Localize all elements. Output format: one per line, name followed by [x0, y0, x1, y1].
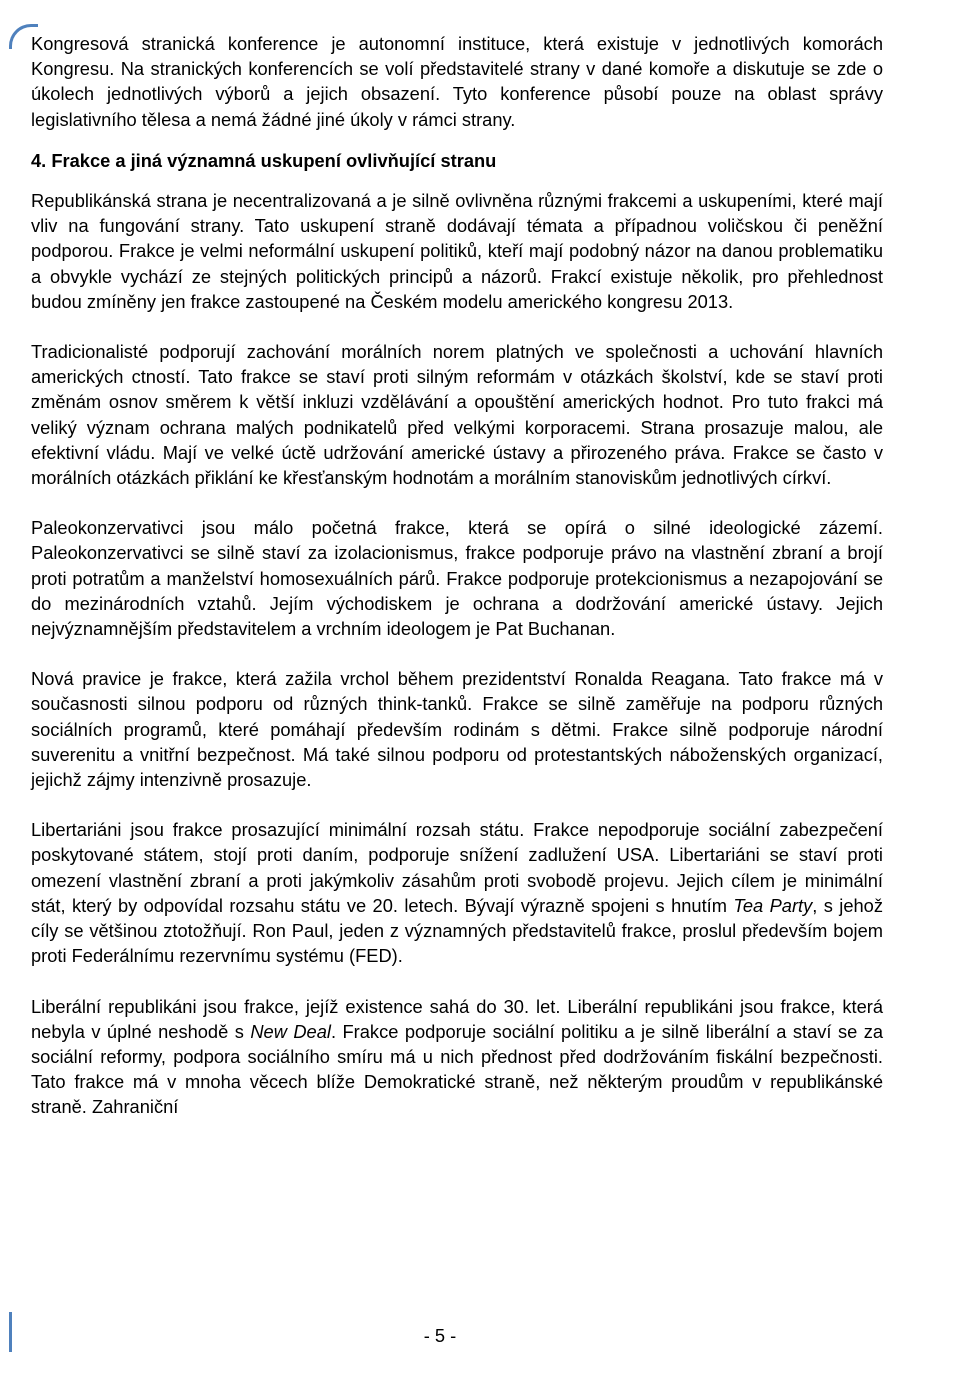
new-deal-term: New Deal — [250, 1020, 331, 1042]
page-number: - 5 - — [423, 1325, 457, 1346]
libertarians-text-a: Libertariáni jsou frakce prosazující minimální rozsah státu. Frakce nepodporuje sociální zabezpečení poskytované státem, stojí proti daním, podporuje snížení zadlužení USA. Libertariáni se staví proti omezení vlastnění zbraní a proti jakýmkoliv zásahům proti svobodě projevu. Jejich cílem je minimální stát, který by odpovídal rozsahu státu ve 20. letech. Bývají výrazně spojeni s hnutím — [31, 819, 883, 916]
paragraph-paleoconservatives: Paleokonzervativci jsou málo početná frakce, která se opírá o silné ideologické zázemí. Paleokonzervativci se silně staví za izolacionismus, frakce podporuje právo na vlastnění zbraní a brojí proti potratům a manželství homosexuálních párů. Frakce podporuje protekcionismus a nezapojování se do mezinárodních vztahů. Jejím východiskem je ochrana a dodržování americké ústavy. Jejich nejvýznamnějším představitelem a vrchním ideologem je Pat Buchanan. — [31, 517, 883, 640]
libertarians-text-b: , s jehož cíly se většinou ztotožňují. Ron Paul, jeden z významných představitelů frakce, proslul především bojem proti Federálnímu rezervnímu systému (FED). — [31, 894, 883, 967]
liberal-text-a: Liberální republikáni jsou frakce, jejíž existence sahá do 30. let. Liberální republikáni jsou frakce, která nebyla v úplné neshodě s — [31, 995, 883, 1042]
document-body — [31, 31, 883, 1120]
paragraph-libertarians — [31, 817, 883, 968]
tea-party-term: Tea Party — [733, 894, 813, 916]
paragraph-traditionalists: Tradicionalisté podporují zachování morálních norem platných ve společnosti a uchování hlavních amerických ctností. Tato frakce se staví proti silným reformám v otázkách školství, kde se staví proti změnám osnov směrem k větší inkluzi vzdělávání a opouštění amerických hodnot. Pro tuto frakci má veliký význam ochrana malých podnikatelů před velkými korporacemi. Strana prosazuje malou, ale efektivní vládu. Mají ve velké úctě udržování americké ústavy a přirozeného práva. Frakce se často v morálních otázkách přiklání ke křesťanským hodnotám a morálním stanoviskům jednotlivých církví. — [31, 341, 883, 489]
paragraph-liberal-republicans — [31, 994, 883, 1120]
section-heading: 4. Frakce a jiná významná uskupení ovlivňující stranu — [31, 149, 497, 171]
paragraph-republican-factions: Republikánská strana je necentralizovaná a je silně ovlivněna různými frakcemi a uskupeními, které mají vliv na fungování strany. Tato uskupení straně dodávají témata a případnou voličskou či peněžní podporou. Frakce je velmi neformální uskupení politiků, kteří mají podobný názor na danou problematiku a obvykle vychází ze stejných politických principů a názorů. Frakcí existuje několik, pro přehlednost budou zmíněny jen frakce zastoupené na Českém modelu amerického kongresu 2013. — [31, 190, 883, 312]
paragraph-conference: Kongresová stranická konference je autonomní instituce, která existuje v jednotlivých komorách Kongresu. Na stranických konferencích se volí představitelé strany v dané komoře a diskutuje se zde o úkolech jednotlivých výborů a jejich obsazení. Tyto konference působí pouze na oblast správy legislativního tělesa a nemá žádné jiné úkoly v rámci strany. — [31, 33, 883, 130]
liberal-text-b: . Frakce podporuje sociální politiku a je silně liberální a staví se za sociální reformy, podpora sociálního smíru má u nich přednost před dodržováním fiskální bezpečnosti. Tato frakce má v mnoha věcech blíže Demokratické straně, než některým proudům v republikánské straně. Zahraniční — [31, 1020, 884, 1118]
paragraph-new-right: Nová pravice je frakce, která zažila vrchol během prezidentství Ronalda Reagana. Tato frakce má v současnosti silnou podporu od různých think-tanků. Frakce se silně zaměřuje na podporu různých sociálních programů, které pomáhají především rodinám s dětmi. Frakce silně podporuje národní suverenitu a vnitřní bezpečnost. Má také silnou podporu od protestantských náboženských organizací, jejichž zájmy intenzivně prosazuje. — [31, 668, 883, 791]
